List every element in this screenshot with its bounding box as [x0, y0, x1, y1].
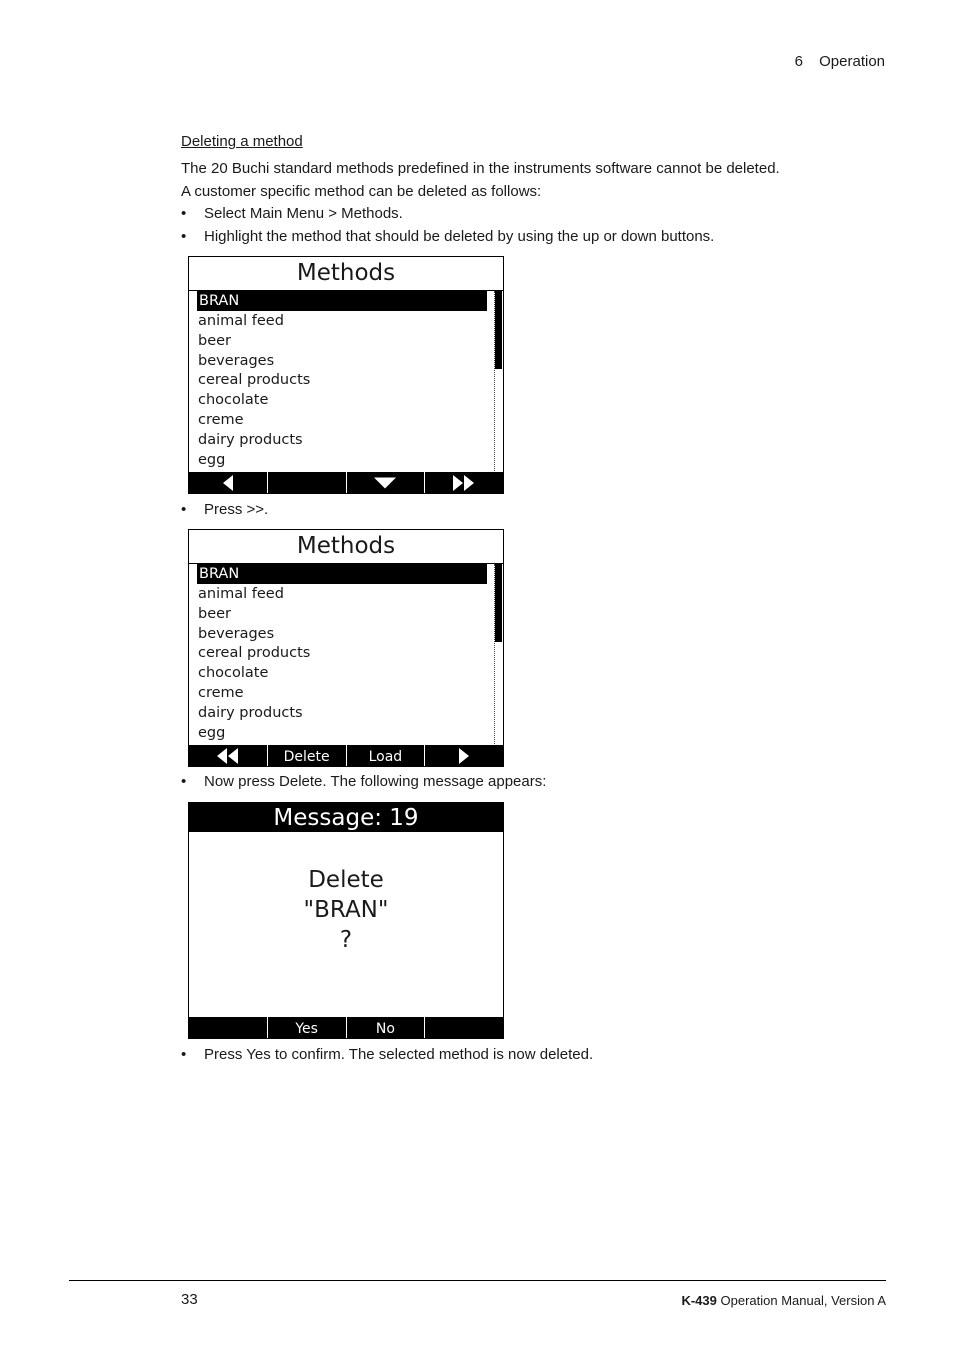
delete-button[interactable]: Delete	[268, 745, 347, 766]
list-item[interactable]: creme	[198, 685, 244, 701]
scrollbar-thumb[interactable]	[495, 564, 502, 642]
scrollbar[interactable]	[494, 291, 502, 473]
list-item[interactable]: animal feed	[198, 313, 284, 329]
paragraph: A customer specific method can be deleted as follows:	[181, 183, 542, 200]
model-name: K-439	[681, 1293, 717, 1308]
scrollbar[interactable]	[494, 564, 502, 746]
paragraph: The 20 Buchi standard methods predefined in the instruments software cannot be deleted.	[181, 160, 780, 177]
screen-title: Methods	[189, 530, 503, 564]
chapter-title: Operation	[819, 53, 885, 70]
list-item[interactable]: dairy products	[198, 705, 303, 721]
rewind-icon	[217, 748, 239, 764]
section-title: Deleting a method	[181, 133, 303, 150]
list-item[interactable]: beverages	[198, 626, 275, 642]
bullet-item: • Select Main Menu > Methods.	[181, 205, 403, 222]
load-button[interactable]: Load	[347, 745, 426, 766]
bullet-item: • Press Yes to confirm. The selected method is now deleted.	[181, 1046, 594, 1063]
list-item[interactable]: beverages	[198, 353, 275, 369]
softkey-empty[interactable]	[268, 472, 347, 493]
chapter-number: 6	[794, 53, 803, 70]
scrollbar-thumb[interactable]	[495, 291, 502, 369]
list-item[interactable]: dairy products	[198, 432, 303, 448]
message-screen	[188, 802, 504, 1039]
bullet-item: • Now press Delete. The following message appears:	[181, 773, 547, 790]
list-item[interactable]: cereal products	[198, 645, 311, 661]
forward-icon	[458, 748, 470, 764]
manual-name: Operation Manual, Version A	[720, 1293, 886, 1308]
method-list	[189, 291, 503, 473]
softkey-bar	[189, 745, 503, 766]
list-item[interactable]: egg	[198, 725, 226, 741]
list-item[interactable]: chocolate	[198, 392, 269, 408]
forward-button[interactable]	[425, 745, 503, 766]
no-button[interactable]: No	[347, 1017, 426, 1038]
message-line: ?	[339, 927, 353, 953]
yes-button[interactable]: Yes	[268, 1017, 347, 1038]
list-item[interactable]: beer	[198, 606, 232, 622]
back-button[interactable]	[189, 472, 268, 493]
softkey-bar	[189, 472, 503, 493]
screen-title: Methods	[189, 257, 503, 291]
message-line: Delete	[308, 867, 384, 893]
methods-screen-1	[188, 256, 504, 494]
back-icon	[222, 475, 234, 491]
bullet-item: • Highlight the method that should be deleted by using the up or down buttons.	[181, 228, 715, 245]
list-item[interactable]: chocolate	[198, 665, 269, 681]
bullet-item: • Press >>.	[181, 501, 269, 518]
list-item[interactable]: egg	[198, 452, 226, 468]
down-button[interactable]	[347, 472, 426, 493]
list-item[interactable]: creme	[198, 412, 244, 428]
list-item[interactable]: cereal products	[198, 372, 311, 388]
list-item[interactable]: beer	[198, 333, 232, 349]
message-body	[189, 832, 503, 955]
softkey-empty[interactable]	[189, 1017, 268, 1038]
methods-screen-2	[188, 529, 504, 767]
footer-divider	[69, 1280, 886, 1281]
page-header	[795, 53, 885, 70]
fast-forward-icon	[453, 475, 475, 491]
list-item-selected[interactable]: BRAN	[197, 291, 487, 311]
down-icon	[374, 477, 396, 488]
list-item[interactable]: animal feed	[198, 586, 284, 602]
softkey-empty[interactable]	[425, 1017, 503, 1038]
message-title: Message: 19	[189, 803, 503, 832]
fast-forward-button[interactable]	[425, 472, 503, 493]
method-list	[189, 564, 503, 746]
message-line: "BRAN"	[303, 897, 389, 923]
softkey-bar	[189, 1017, 503, 1038]
list-item-selected[interactable]: BRAN	[197, 564, 487, 584]
manual-title	[681, 1293, 886, 1308]
page-number: 33	[181, 1291, 198, 1308]
rewind-button[interactable]	[189, 745, 268, 766]
